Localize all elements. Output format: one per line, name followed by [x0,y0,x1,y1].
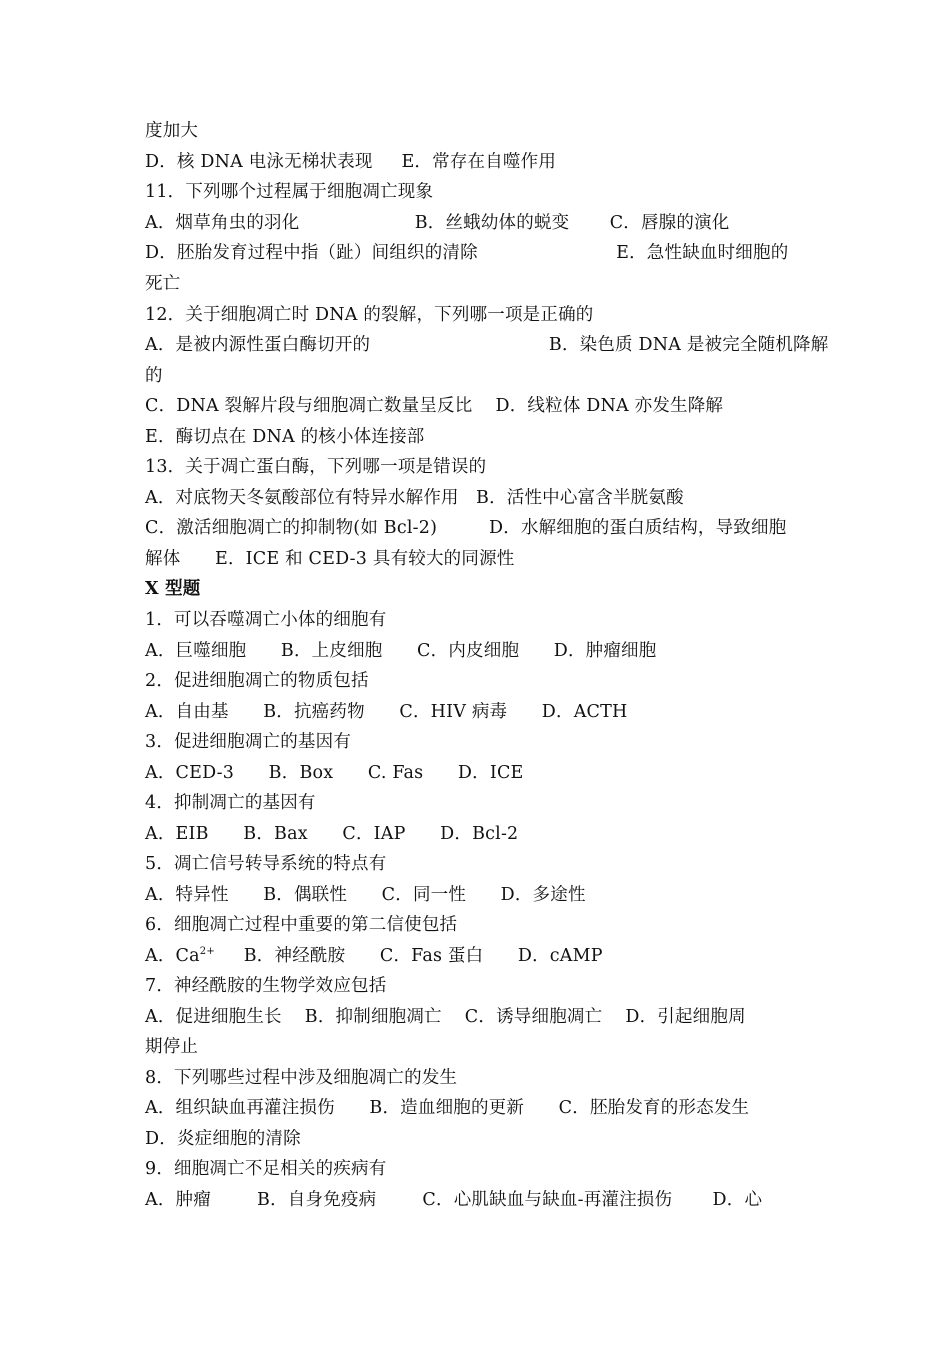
text-line: D．核 DNA 电泳无梯状表现 E．常存在自噬作用 [145,152,557,172]
options-line: E．酶切点在 DNA 的核小体连接部 [145,427,425,447]
question-x9: 9．细胞凋亡不足相关的疾病有 [145,1159,387,1179]
options-line: 解体 E．ICE 和 CED-3 具有较大的同源性 [145,549,515,569]
options-line: A．特异性 B．偶联性 C．同一性 D．多途性 [145,885,586,905]
options-line [145,945,603,967]
question-11: 11．下列哪个过程属于细胞凋亡现象 [145,182,434,202]
options-line: A．组织缺血再灌注损伤 B．造血细胞的更新 C．胚胎发育的形态发生 [145,1098,750,1118]
question-x2: 2．促进细胞凋亡的物质包括 [145,671,369,691]
options-line: C．激活细胞凋亡的抑制物(如 Bcl-2) D．水解细胞的蛋白质结构，导致细胞 [145,518,787,538]
options-line: A．是被内源性蛋白酶切开的 B．染色质 DNA 是被完全随机降解 [145,335,829,355]
option-a-text: A．Ca [145,946,200,966]
text-line: 期停止 [145,1037,199,1057]
question-x3: 3．促进细胞凋亡的基因有 [145,732,352,752]
options-line: A．EIB B．Bax C．IAP D．Bcl-2 [145,824,519,844]
options-line: D．胚胎发育过程中指（趾）间组织的清除 E．急性缺血时细胞的 [145,243,789,263]
options-line: A．巨噬细胞 B．上皮细胞 C．内皮细胞 D．肿瘤细胞 [145,641,657,661]
options-rest: B．神经酰胺 C．Fas 蛋白 D．cAMP [214,946,603,966]
options-line: A．促进细胞生长 B．抑制细胞凋亡 C．诱导细胞凋亡 D．引起细胞周 [145,1007,746,1027]
question-x5: 5．凋亡信号转导系统的特点有 [145,854,387,874]
question-12: 12．关于细胞凋亡时 DNA 的裂解，下列哪一项是正确的 [145,305,594,325]
options-line: C．DNA 裂解片段与细胞凋亡数量呈反比 D．线粒体 DNA 亦发生降解 [145,396,724,416]
options-line: D．炎症细胞的清除 [145,1129,301,1149]
superscript-charge: 2+ [199,946,215,958]
options-line: A．CED-3 B．Box C. Fas D．ICE [145,763,524,783]
question-x8: 8．下列哪些过程中涉及细胞凋亡的发生 [145,1068,458,1088]
options-line: A．对底物天冬氨酸部位有特异水解作用 B．活性中心富含半胱氨酸 [145,488,684,508]
options-line: A．肿瘤 B．自身免疫病 C．心肌缺血与缺血-再灌注损伤 D．心 [145,1190,763,1210]
text-line: 死亡 [145,274,181,294]
question-13: 13．关于凋亡蛋白酶，下列哪一项是错误的 [145,457,487,477]
question-x7: 7．神经酰胺的生物学效应包括 [145,976,387,996]
question-x1: 1．可以吞噬凋亡小体的细胞有 [145,610,387,630]
options-line: A．烟草角虫的羽化 B．丝蛾幼体的蜕变 C．唇腺的演化 [145,213,730,233]
options-line: A．自由基 B．抗癌药物 C．HIV 病毒 D．ACTH [145,702,628,722]
text-line: 的 [145,366,163,386]
text-line: 度加大 [145,121,199,141]
section-heading: X 型题 [145,579,201,599]
question-x4: 4．抑制凋亡的基因有 [145,793,316,813]
question-x6: 6．细胞凋亡过程中重要的第二信使包括 [145,915,458,935]
